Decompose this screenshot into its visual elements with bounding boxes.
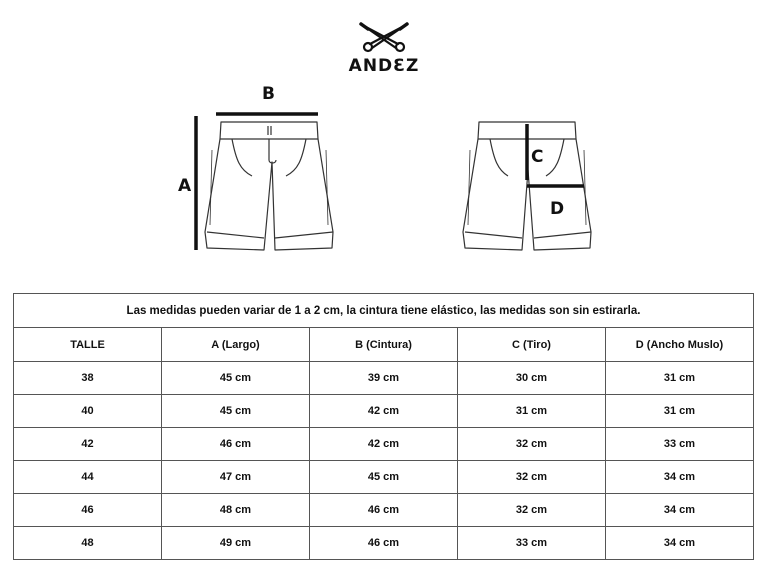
cell-ancho-muslo: 33 cm: [606, 428, 754, 461]
table-row: [14, 428, 754, 461]
header-c-tiro: C (Tiro): [458, 328, 606, 362]
table-row: [14, 494, 754, 527]
cell-cintura: 46 cm: [310, 527, 458, 560]
cell-talle: 44: [14, 461, 162, 494]
cell-largo: 47 cm: [162, 461, 310, 494]
shorts-diagram: [0, 80, 768, 270]
header-a-largo: A (Largo): [162, 328, 310, 362]
label-a: A: [178, 176, 192, 196]
cell-tiro: 32 cm: [458, 461, 606, 494]
cell-largo: 45 cm: [162, 395, 310, 428]
cell-talle: 42: [14, 428, 162, 461]
cell-talle: 48: [14, 527, 162, 560]
table-row: [14, 461, 754, 494]
cell-largo: 49 cm: [162, 527, 310, 560]
cell-talle: 40: [14, 395, 162, 428]
cell-ancho-muslo: 34 cm: [606, 494, 754, 527]
table-row: [14, 395, 754, 428]
cell-ancho-muslo: 31 cm: [606, 362, 754, 395]
crossed-safety-pins-icon: [356, 22, 412, 54]
brand-name: ANDƐZ: [348, 56, 420, 76]
table-header-row: [14, 328, 754, 362]
label-b: B: [262, 84, 275, 104]
cell-largo: 46 cm: [162, 428, 310, 461]
cell-ancho-muslo: 34 cm: [606, 527, 754, 560]
brand-logo: [348, 22, 420, 82]
cell-talle: 46: [14, 494, 162, 527]
table-row: [14, 362, 754, 395]
cell-largo: 45 cm: [162, 362, 310, 395]
header-b-cintura: B (Cintura): [310, 328, 458, 362]
cell-tiro: 32 cm: [458, 494, 606, 527]
label-c: C: [531, 147, 544, 167]
cell-cintura: 46 cm: [310, 494, 458, 527]
cell-tiro: 32 cm: [458, 428, 606, 461]
header-talle: TALLE: [14, 328, 162, 362]
front-shorts-drawing: [205, 122, 333, 250]
cell-tiro: 30 cm: [458, 362, 606, 395]
cell-tiro: 31 cm: [458, 395, 606, 428]
cell-tiro: 33 cm: [458, 527, 606, 560]
table-row: [14, 527, 754, 560]
cell-cintura: 42 cm: [310, 428, 458, 461]
header-d-ancho-muslo: D (Ancho Muslo): [606, 328, 754, 362]
cell-talle: 38: [14, 362, 162, 395]
cell-cintura: 39 cm: [310, 362, 458, 395]
cell-cintura: 45 cm: [310, 461, 458, 494]
cell-ancho-muslo: 34 cm: [606, 461, 754, 494]
label-d: D: [550, 199, 565, 219]
cell-largo: 48 cm: [162, 494, 310, 527]
table-note: Las medidas pueden variar de 1 a 2 cm, la cintura tiene elástico, las medidas son sin estirarla.: [14, 294, 754, 328]
size-table: [13, 293, 754, 560]
cell-ancho-muslo: 31 cm: [606, 395, 754, 428]
cell-cintura: 42 cm: [310, 395, 458, 428]
